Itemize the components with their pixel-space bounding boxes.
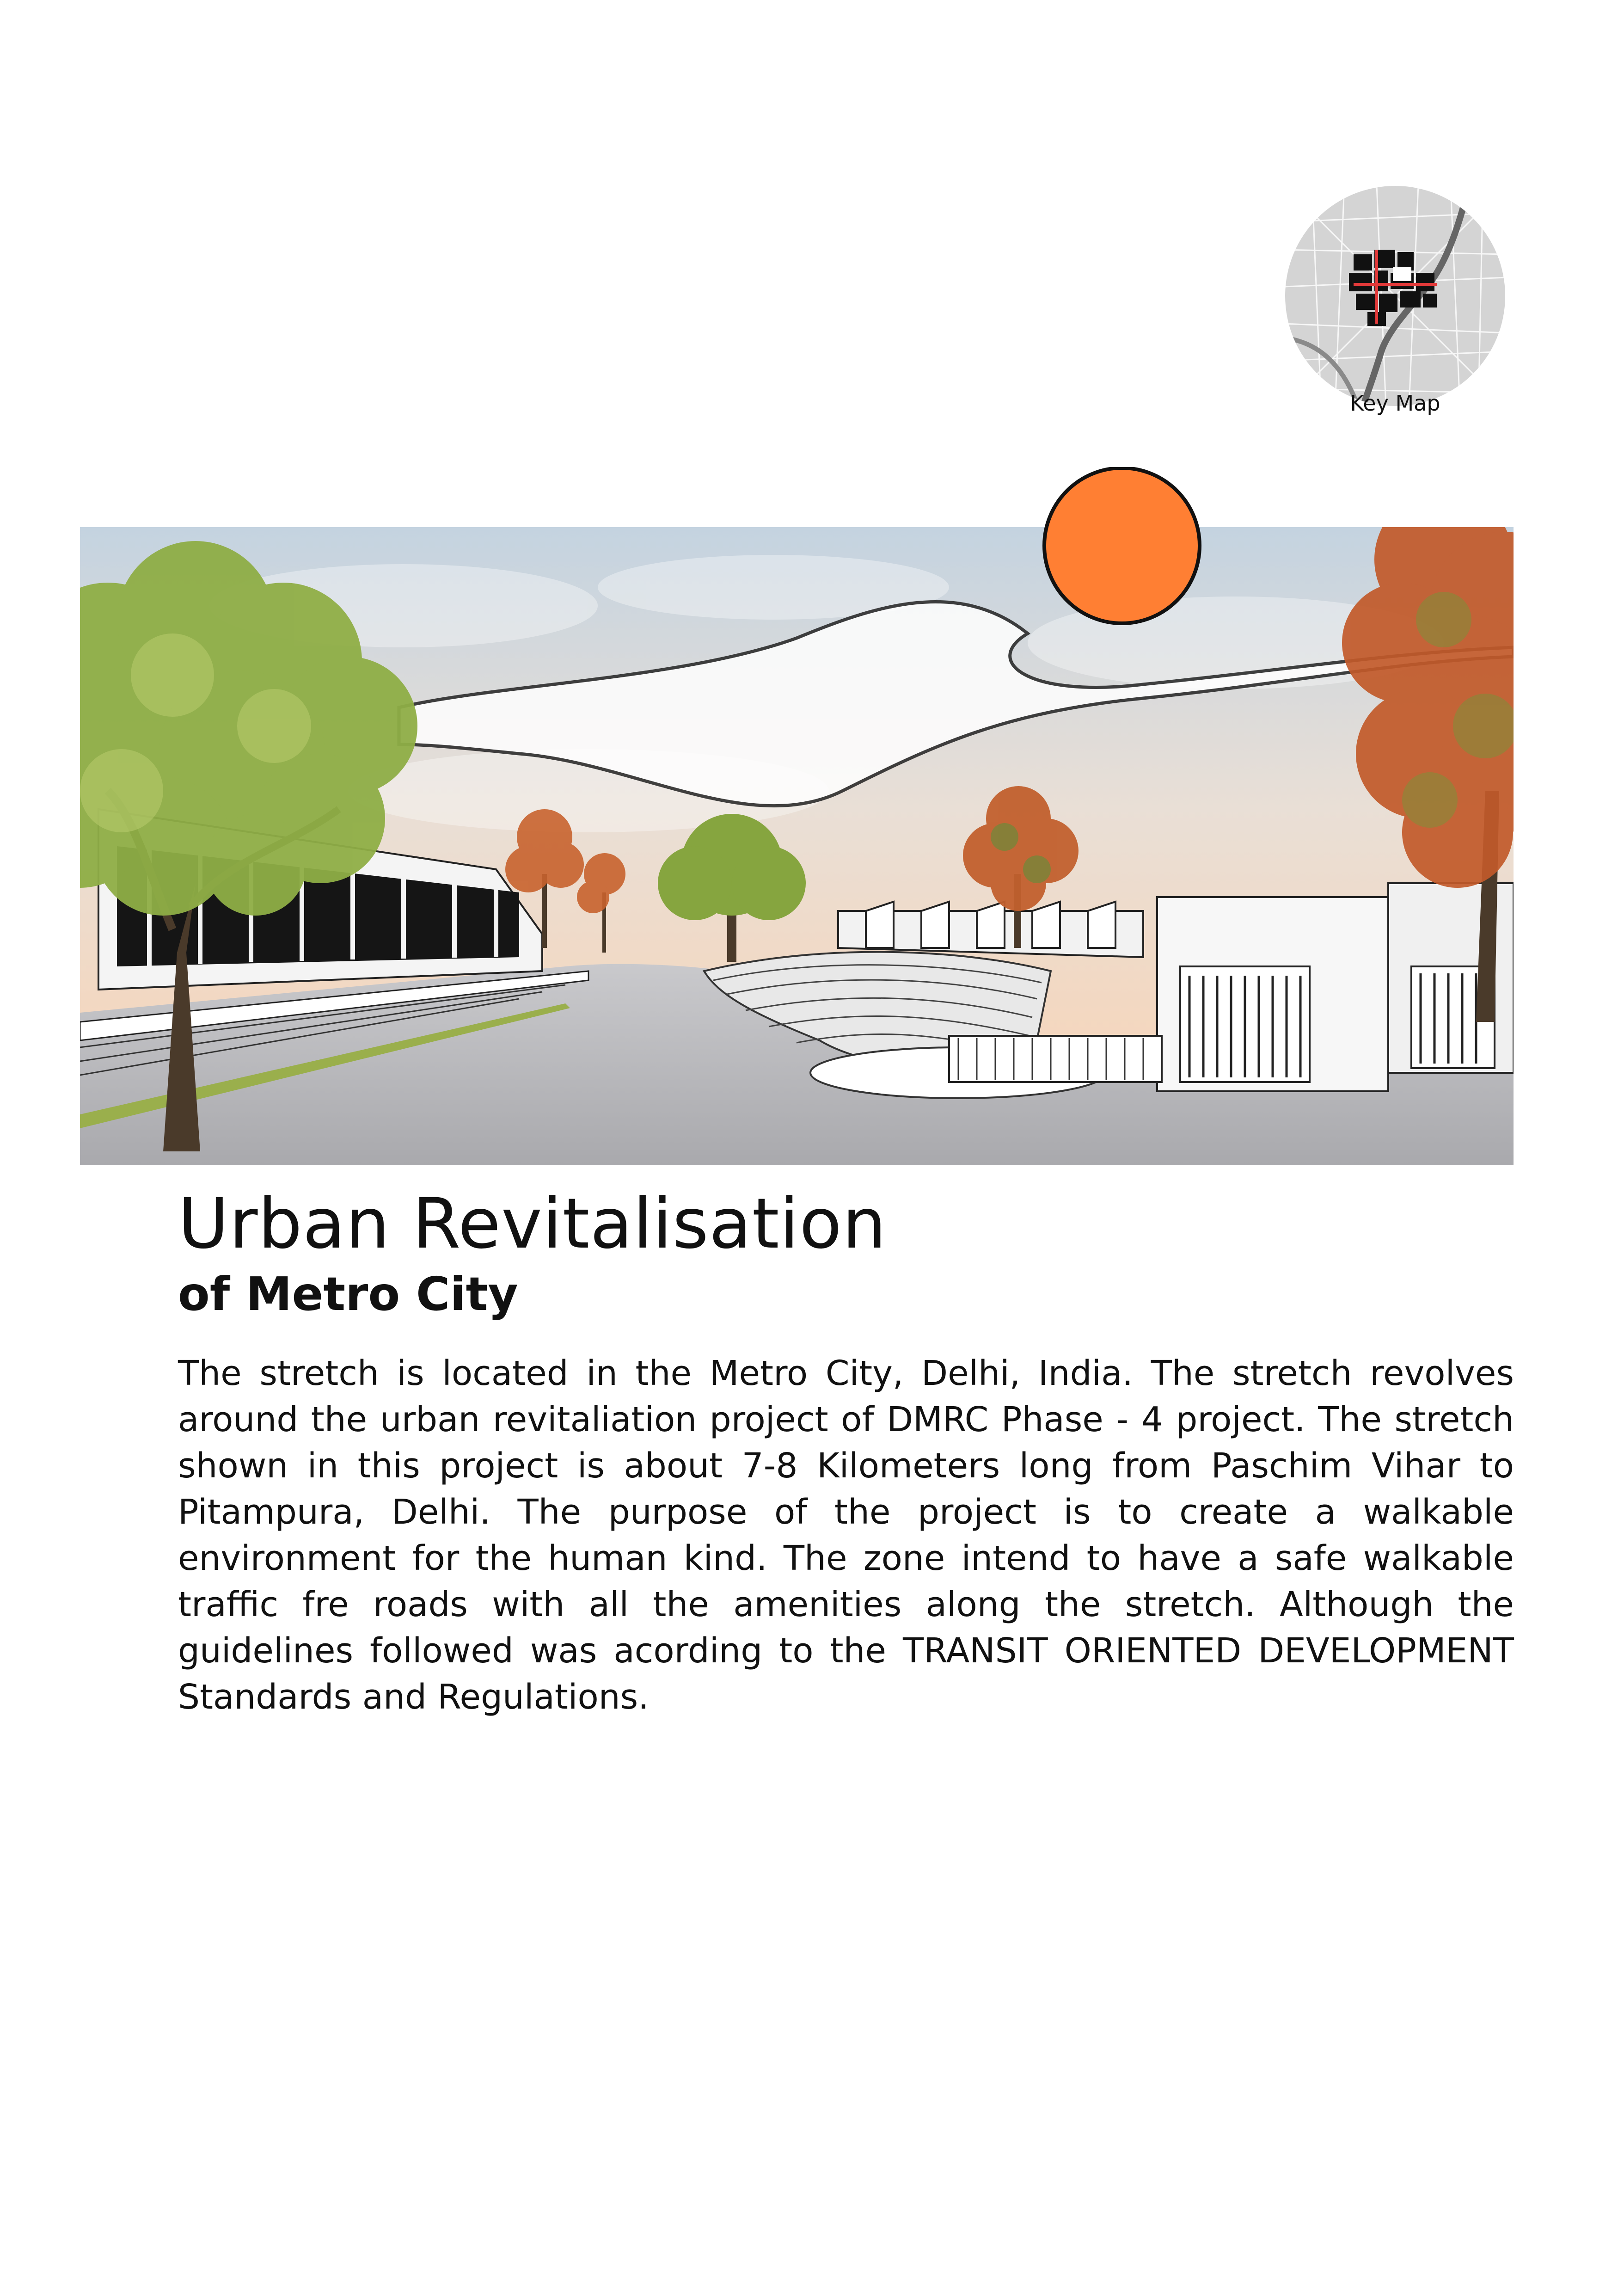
page-subtitle: of Metro City [178, 1267, 518, 1321]
key-map [1284, 185, 1506, 425]
sun [1044, 468, 1200, 623]
streetscape-render-image [80, 467, 1514, 1165]
key-map-label: Key Map [1350, 391, 1440, 416]
page-title: Urban Revitalisation [178, 1184, 887, 1264]
key-map-circle-icon [1284, 185, 1506, 407]
project-description: The stretch is located in the Metro City, Delhi, India. The stretch revolves around the urban revitaliation project of DMRC Phase - 4 project. The stretch shown in this project is about 7-8 Kilometers long from Paschim Vihar to Pitampura, Delhi. The purpose of the project is to create a walkable environment for the human kind. The zone intend to have a safe walkable traffic fre roads with all the amenities along the stretch. Although the guidelines followed was acording to the TRANSIT ORIENTED DEVELOPMENT Standards and Regulations. [178, 1353, 1514, 1717]
hero-illustration [80, 467, 1514, 1165]
